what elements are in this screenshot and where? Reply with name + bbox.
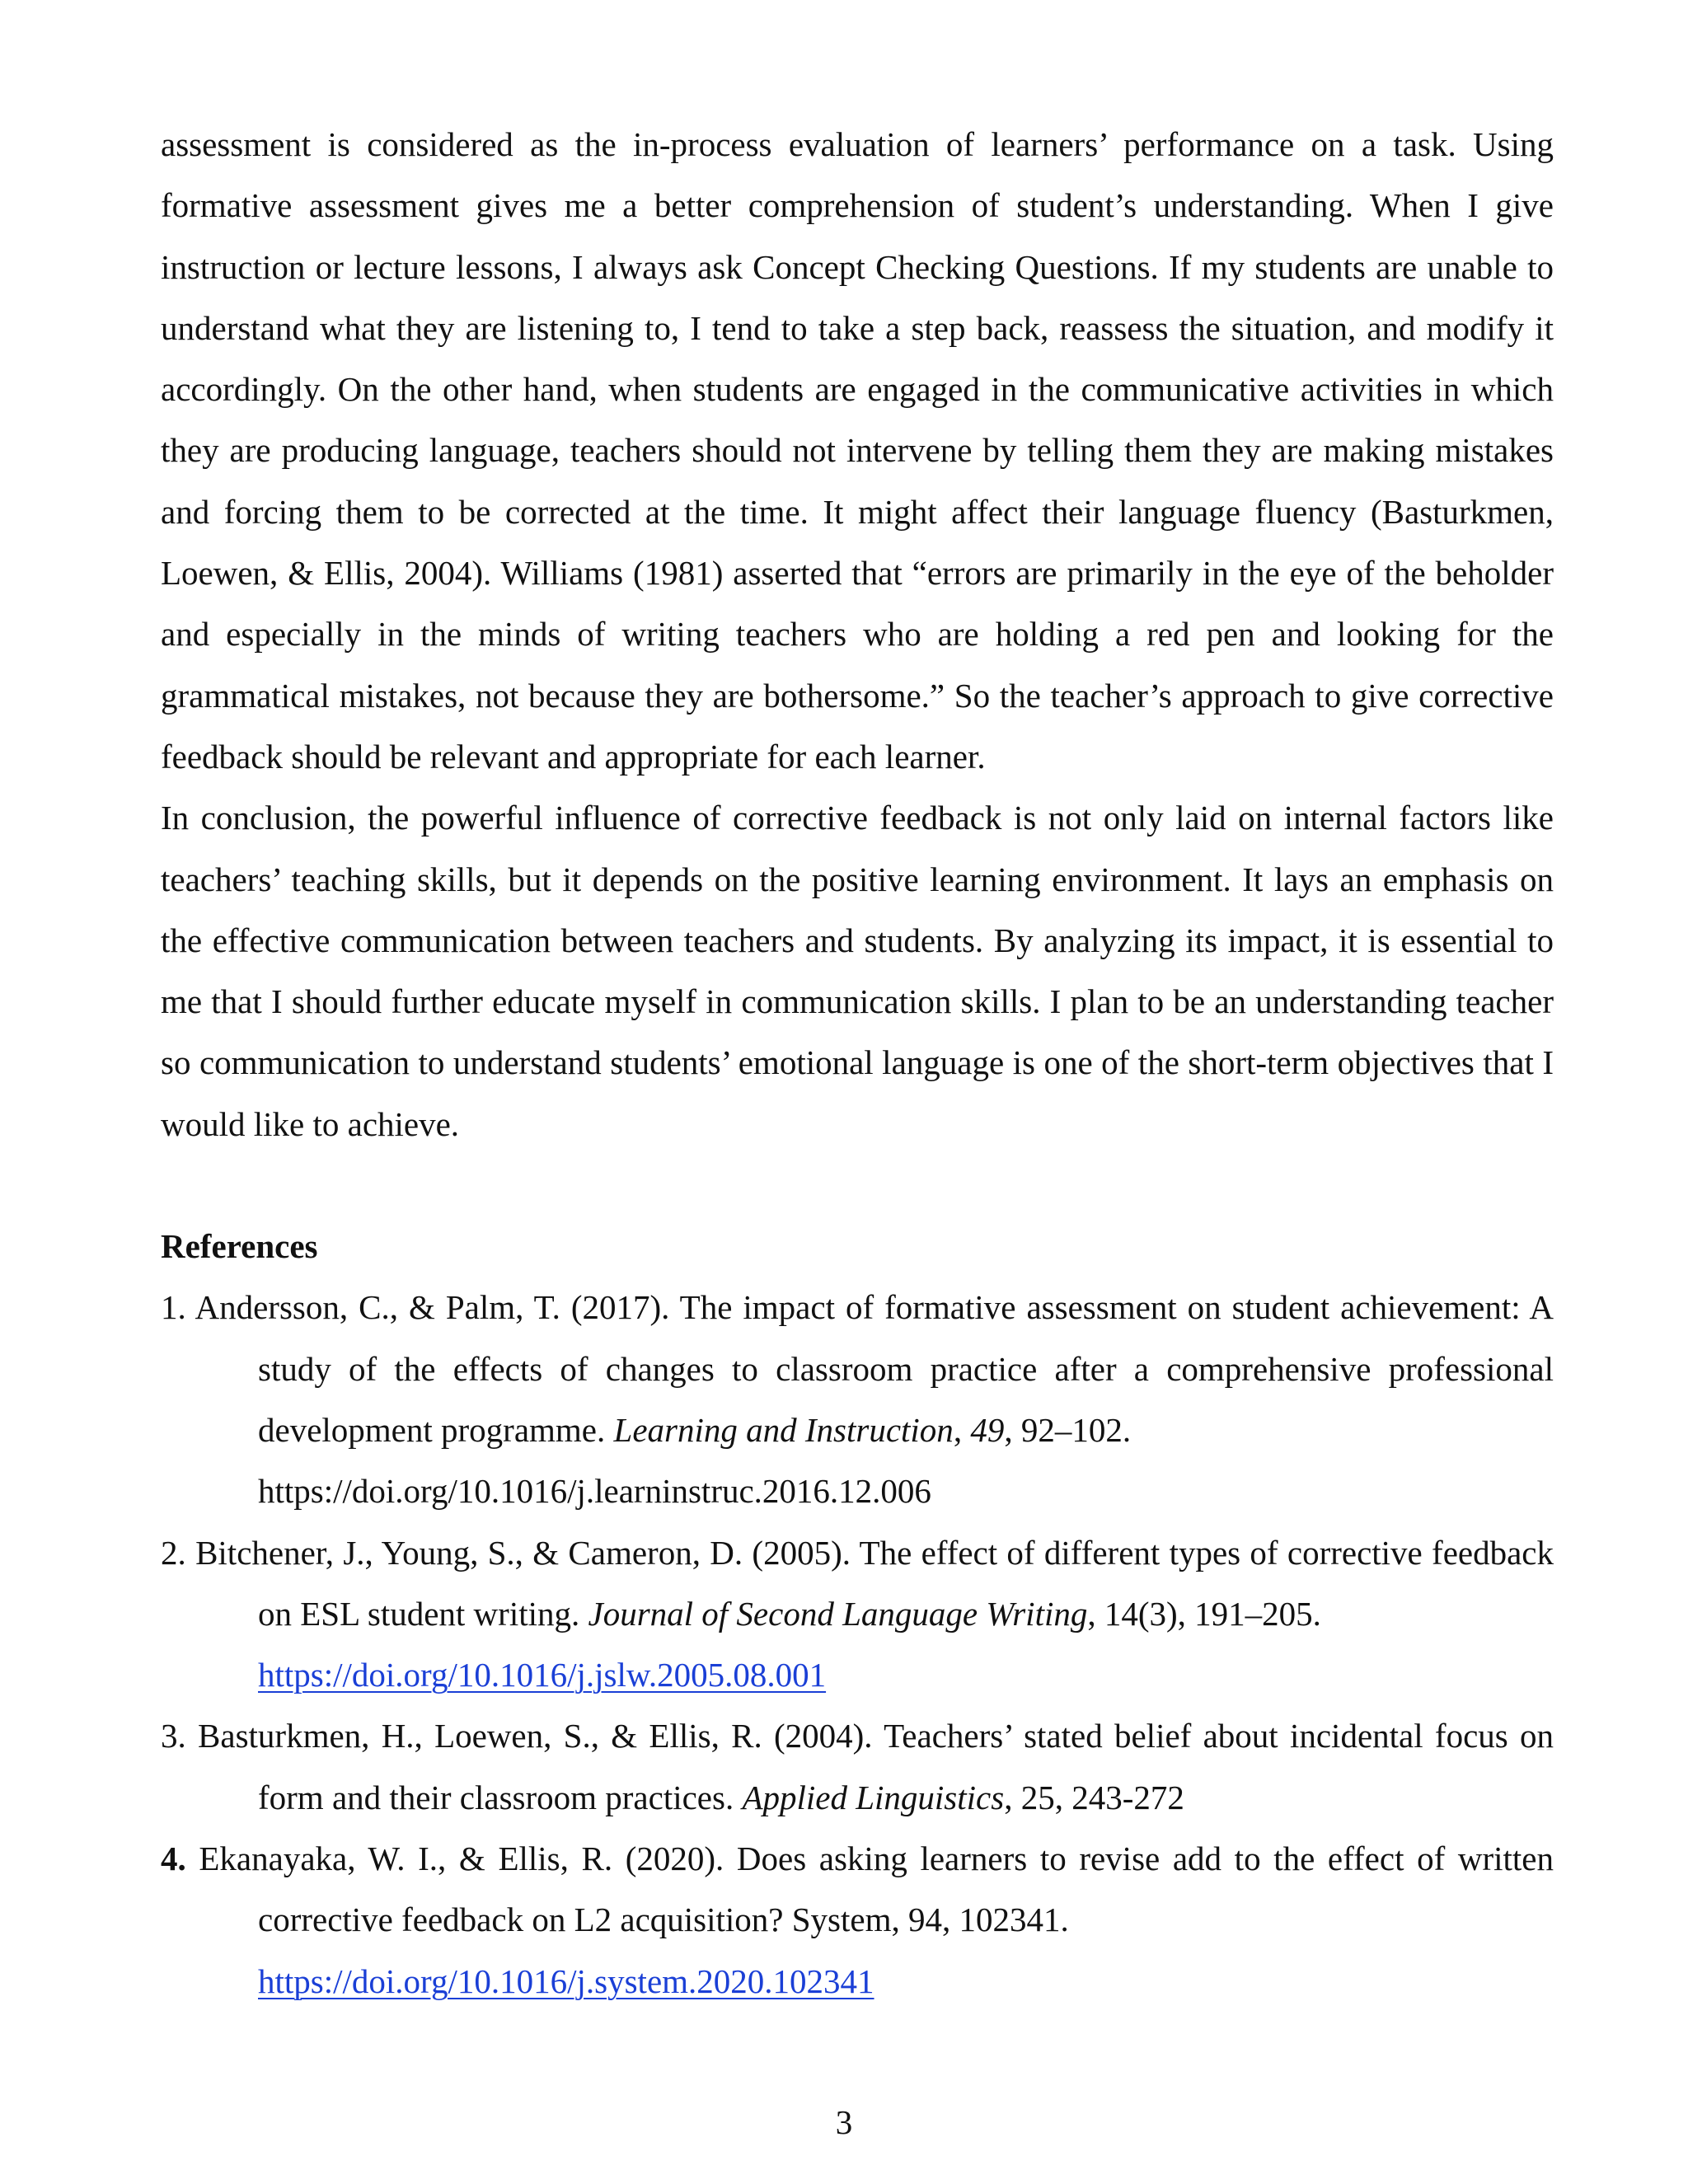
reference-journal: Learning and Instruction [613,1410,954,1449]
document-page [161,114,1554,2012]
reference-separator: , [953,1410,971,1449]
reference-number: 3. [161,1717,199,1755]
reference-pages: , 92–102. [1004,1410,1132,1449]
body-paragraph-1: assessment is considered as the in-process evaluation of learners’ performance on a task. Using formative assessment gives me a better comprehension of student’s understanding. When I give instruction or lecture lessons, I always ask Concept Checking Questions. If my students are unable to understand what they are listening to, I tend to take a step back, reassess the situation, and modify it accordingly. On the other hand, when students are engaged in the communicative activities in which they are producing language, teachers should not intervene by telling them they are making mistakes and forcing them to be corrected at the time. It might affect their language fluency (Basturkmen, Loewen, & Ellis, 2004). Williams (1981) asserted that “errors are primarily in the eye of the beholder and especially in the minds of writing teachers who are holding a red pen and looking for the grammatical mistakes, not because they are bothersome.” So the teacher’s approach to give corrective feedback should be relevant and appropriate for each learner. [161,125,1554,776]
reference-text: Ekanayaka, W. I., & Ellis, R. (2020). Does asking learners to revise add to the effect of written corrective feedback on L2 acquisition? System, 94, 102341. [199,1840,1554,1939]
reference-number: 2. [161,1533,196,1572]
reference-doi-link[interactable]: https://doi.org/10.1016/j.system.2020.102341 [258,1961,874,2000]
reference-number: 4. [161,1840,199,1878]
page-number: 3 [835,2103,853,2141]
body-paragraph-2: In conclusion, the powerful influence of corrective feedback is not only laid on internal factors like teachers’ teaching skills, but it depends on the positive learning environment. It lays an emphasis on the effective communication between teachers and students. By analyzing its impact, it is essential to me that I should further educate myself in communication skills. I plan to be an understanding teacher so communication to understand students’ emotional language is one of the short-term objectives that I would like to achieve. [161,799,1554,1143]
reference-doi: https://doi.org/10.1016/j.learninstruc.2016.12.006 [258,1472,931,1511]
reference-volume: 49 [970,1410,1005,1449]
reference-journal: Applied Linguistics [742,1778,1005,1816]
reference-doi-link[interactable]: https://doi.org/10.1016/j.jslw.2005.08.001 [258,1656,827,1694]
reference-text: Andersson, C., & Palm, T. (2017). The impact of formative assessment on student achievement: A study of the effects of changes to classroom practice after a comprehensive professional development programme. [195,1288,1554,1449]
reference-item-1 [161,1277,1554,1521]
reference-text: Bitchener, J., Young, S., & Cameron, D. (2005). The effect of different types of corrective feedback on ESL student writing. [195,1533,1554,1633]
reference-number: 1. [161,1288,195,1327]
references-list [161,1277,1554,2012]
reference-text: Basturkmen, H., Loewen, S., & Ellis, R. (2004). Teachers’ stated belief about incidental focus on form and their classroom practices. [198,1717,1554,1816]
reference-item-4 [161,1828,1554,2012]
reference-pages: , 25, 243-272 [1004,1778,1184,1816]
reference-pages: , 14(3), 191–205. [1087,1594,1321,1633]
reference-journal: Journal of Second Language Writing [588,1594,1088,1633]
reference-item-2 [161,1522,1554,1706]
references-heading: References [161,1227,318,1266]
reference-item-3 [161,1705,1554,1828]
